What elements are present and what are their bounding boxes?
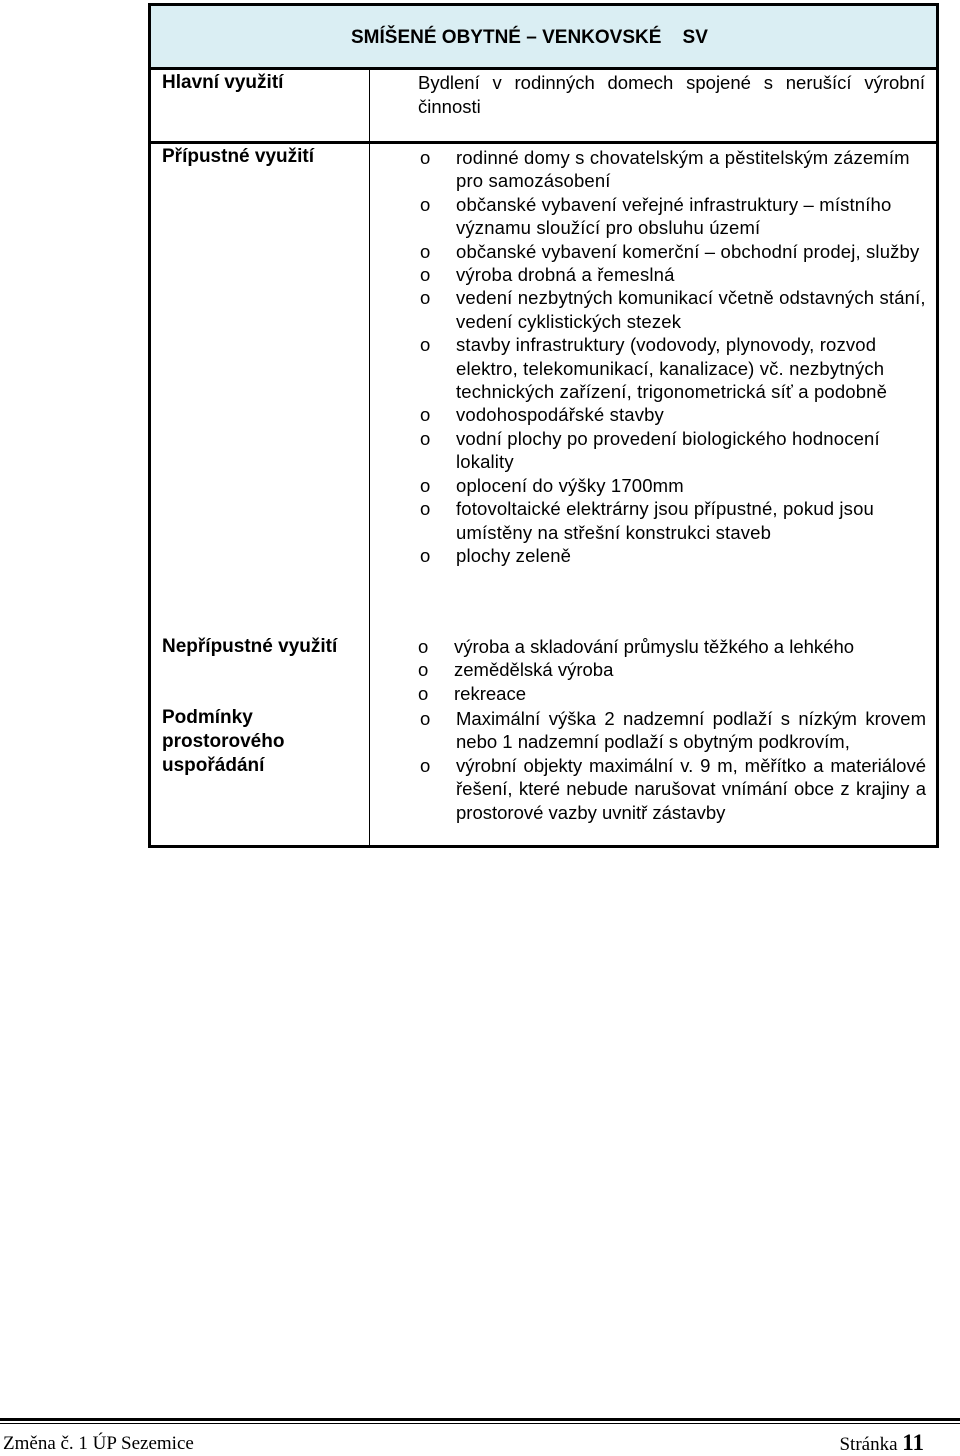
list-item-text: občanské vybavení veřejné infrastruktury – místního významu sloužící pro obsluhu území xyxy=(456,193,892,239)
list-item-text: zemědělská výroba xyxy=(454,659,614,681)
list-item-text: občanské vybavení komerční – obchodní prodej, služby xyxy=(456,240,920,262)
bullet-icon: o xyxy=(420,474,431,496)
list-item-text: vodní plochy po provedení biologického hodnocení lokality xyxy=(456,427,880,473)
bullet-icon: o xyxy=(418,682,429,704)
list-item xyxy=(420,427,926,474)
list-item xyxy=(418,635,926,658)
footer-rule xyxy=(0,1418,960,1421)
bullet-icon: o xyxy=(420,287,431,309)
list-item-text: rodinné domy s chovatelským a pěstitelským zázemím pro samozásobení xyxy=(456,147,910,192)
forbidden-use-list xyxy=(418,635,926,705)
bullet-icon: o xyxy=(420,498,431,520)
list-item-text: plochy zeleně xyxy=(456,544,572,566)
main-use-text: Bydlení v rodinných domech spojené s nerušící výrobní činnosti xyxy=(418,72,925,117)
list-item xyxy=(420,240,926,263)
footer-page-number: 11 xyxy=(902,1430,924,1455)
column-divider xyxy=(369,70,370,845)
list-item-text: stavby infrastruktury (vodovody, plynovody, rozvod elektro, telekomunikací, kanalizace) vč. nezbytných technických zařízení, trigonometrická síť a podobně xyxy=(456,334,888,403)
footer-document-name: Změna č. 1 ÚP Sezemice xyxy=(3,1433,194,1454)
bullet-icon: o xyxy=(418,636,429,657)
list-item xyxy=(420,146,926,193)
list-item-text: rekreace xyxy=(454,682,526,704)
list-item-text: oplocení do výšky 1700mm xyxy=(456,474,684,496)
bullet-icon: o xyxy=(420,754,431,776)
list-item-text: Maximální výška 2 nadzemní podlaží s nízkým krovem nebo 1 nadzemní podlaží s obytným podkrovím, xyxy=(456,708,926,753)
list-item-text: vodohospodářské stavby xyxy=(456,404,664,426)
footer-rule-thin xyxy=(0,1423,960,1424)
label-permitted-use: Přípustné využití xyxy=(162,146,315,167)
list-item xyxy=(420,544,926,567)
regulation-table xyxy=(148,3,939,848)
permitted-use-list xyxy=(420,146,926,567)
list-item xyxy=(418,658,926,681)
list-item-text: výrobní objekty maximální v. 9 m, měřítko a materiálové řešení, které nebude narušovat vnímání obce z krajiny a prostorové vazby uvnitř zástavby xyxy=(456,754,926,823)
list-item xyxy=(418,682,926,705)
bullet-icon: o xyxy=(420,147,431,168)
label-line: uspořádání xyxy=(162,755,265,776)
table-title-row xyxy=(151,6,936,70)
list-item-text: vedení nezbytných komunikací včetně odstavných stání, vedení cyklistických stezek xyxy=(456,287,926,332)
list-item xyxy=(420,707,926,754)
list-item xyxy=(420,263,926,286)
list-item xyxy=(420,193,926,240)
bullet-icon: o xyxy=(420,708,431,729)
row-divider xyxy=(151,141,936,144)
bullet-icon: o xyxy=(420,264,431,286)
list-item-text: výroba a skladování průmyslu těžkého a lehkého xyxy=(454,636,855,657)
list-item xyxy=(420,333,926,403)
spatial-conditions-list xyxy=(420,707,926,824)
label-spatial-conditions xyxy=(162,706,284,778)
bullet-icon: o xyxy=(420,544,431,566)
list-item xyxy=(420,403,926,426)
list-item-text: fotovoltaické elektrárny jsou přípustné, pokud jsou umístěny na střešní konstrukci staveb xyxy=(456,498,874,543)
footer-page xyxy=(839,1430,924,1456)
list-item-text: výroba drobná a řemeslná xyxy=(456,264,675,286)
label-forbidden-use: Nepřípustné využití xyxy=(162,636,338,657)
bullet-icon: o xyxy=(420,193,431,215)
footer-page-label: Stránka xyxy=(839,1434,898,1455)
bullet-icon: o xyxy=(420,334,431,356)
bullet-icon: o xyxy=(420,404,431,426)
list-item xyxy=(420,497,926,544)
list-item xyxy=(420,474,926,497)
label-main-use: Hlavní využití xyxy=(162,72,284,93)
bullet-icon: o xyxy=(420,427,431,449)
label-line: Podmínky xyxy=(162,707,253,728)
list-item xyxy=(420,286,926,333)
bullet-icon: o xyxy=(418,659,429,681)
label-line: prostorového xyxy=(162,731,285,752)
table-title: SMÍŠENÉ OBYTNÉ – VENKOVSKÉ SV xyxy=(351,27,708,48)
list-item xyxy=(420,754,926,824)
bullet-icon: o xyxy=(420,240,431,262)
